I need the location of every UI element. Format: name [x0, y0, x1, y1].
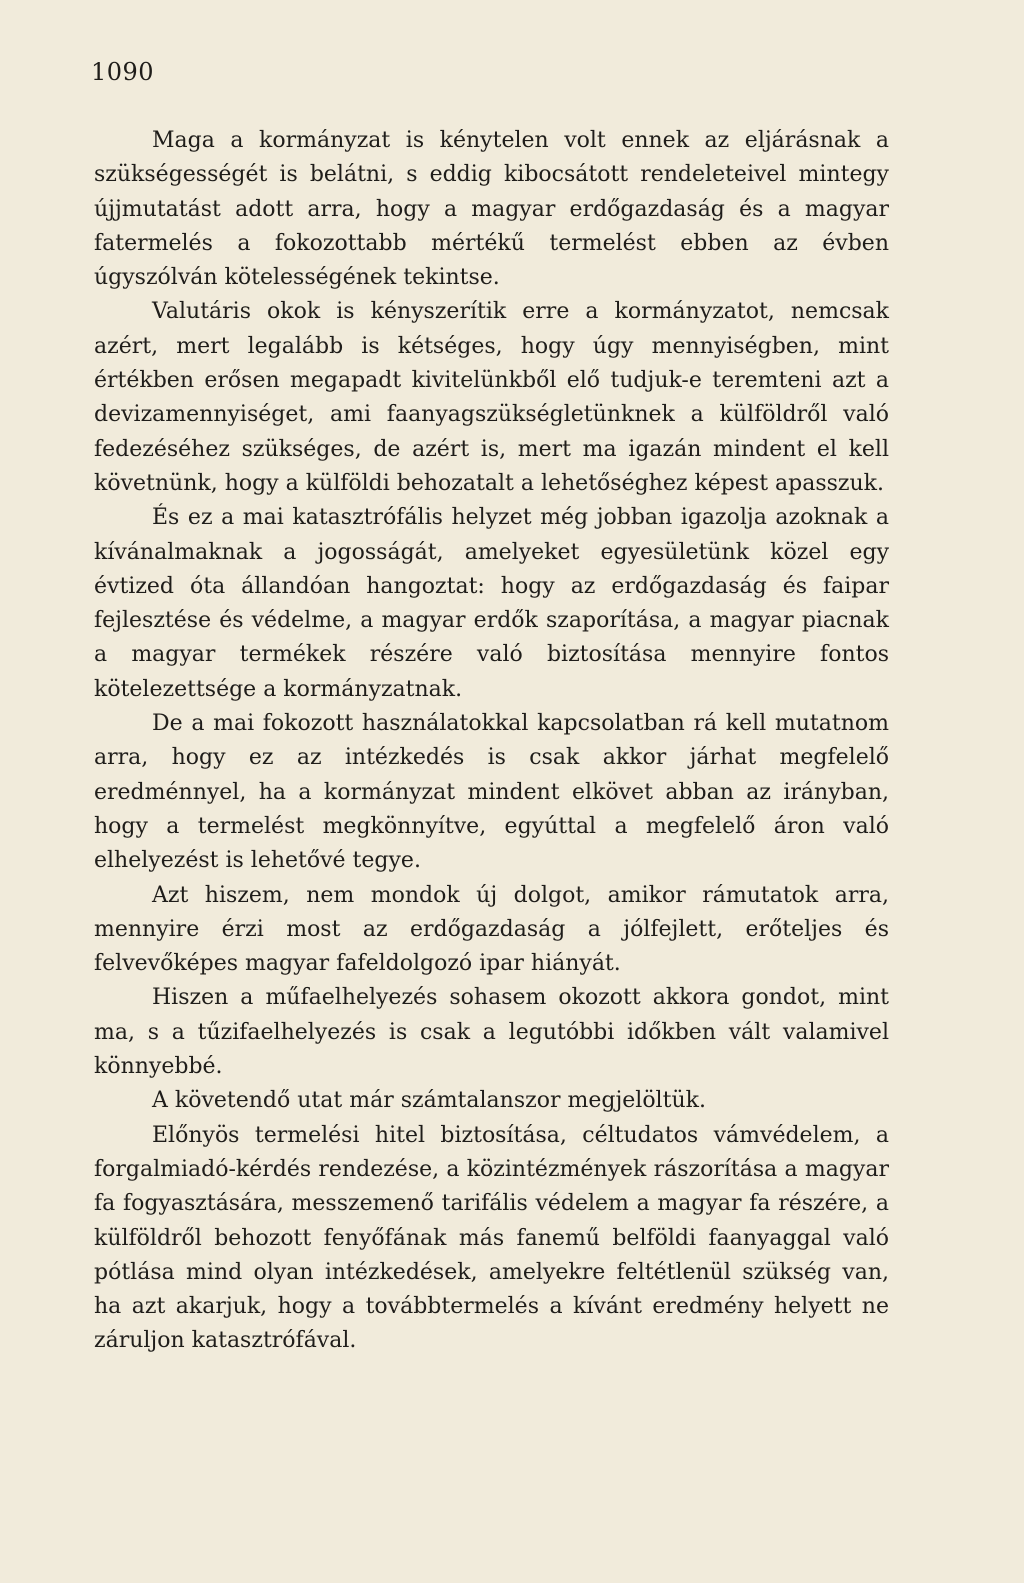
paragraph-4: De a mai fokozott használatokkal kapcsolatban rá kell mutatnom arra, hogy ez az intézkedés is csak akkor járhat megfelelő eredménnyel, ha a kormányzat mindent elkövet abban az irányban, hogy a termelést megkönnyítve, egyúttal a megfelelő áron való elhelyezést is lehetővé tegye.: [94, 711, 889, 874]
paragraph-6: Hiszen a műfaelhelyezés sohasem okozott akkora gondot, mint ma, s a tűzifaelhelyezés is csak a legutóbbi időkben vált valamivel könnyebbé.: [94, 985, 889, 1080]
main-text: [94, 124, 889, 1359]
paragraph-8: Előnyös termelési hitel biztosítása, céltudatos vámvédelem, a forgalmiadó-kérdés rendezése, a közintézmények rászorítása a magyar fa fogyasztására, messzemenő tarifális védelem a magyar fa részére, a külföldről behozott fenyőfának más fanemű belföldi faanyaggal való pótlása mind olyan intézkedések, amelyekre feltétlenül szükség van, ha azt akarjuk, hogy a továbbtermelés a kívánt eredmény helyett ne záruljon katasztrófával.: [94, 1122, 889, 1354]
paragraph-5: Azt hiszem, nem mondok új dolgot, amikor rámutatok arra, mennyire érzi most az erdőgazdaság a jólfejlett, erőteljes és felvevőképes magyar fafeldolgozó ipar hiányát.: [94, 882, 889, 977]
paragraph-3: És ez a mai katasztrófális helyzet még jobban igazolja azoknak a kívánalmaknak a jogosságát, amelyeket egyesületünk közel egy évtized óta állandóan hangoztat: hogy az erdőgazdaság és faipar fejlesztése és védelme, a magyar erdők szaporítása, a magyar piacnak a magyar termékek részére való biztosítása mennyire fontos kötelezettsége a kormányzatnak.: [94, 505, 889, 702]
paragraph-1: Maga a kormányzat is kénytelen volt ennek az eljárásnak a szükségességét is belátni, s eddig kibocsátott rendeleteivel mintegy újjmutatást adott arra, hogy a magyar erdőgazdaság és a magyar fatermelés a fokozottabb mértékű termelést ebben az évben úgyszólván kötelességének tekintse.: [94, 128, 889, 291]
paragraph-7: A követendő utat már számtalanszor megjelöltük.: [152, 1088, 706, 1114]
paragraph-2: Valutáris okok is kényszerítik erre a kormányzatot, nemcsak azért, mert legalább is kétséges, hogy úgy mennyiségben, mint értékben erősen megapadt kivitelünkből elő tudjuk-e teremteni azt a devizamennyiséget, ami faanyagszükségletünknek a külföldről való fedezéséhez szükséges, de azért is, mert ma igazán mindent el kell követnünk, hogy a külföldi behozatalt a lehetőséghez képest apasszuk.: [94, 299, 889, 496]
page-number: 1090: [91, 58, 155, 86]
